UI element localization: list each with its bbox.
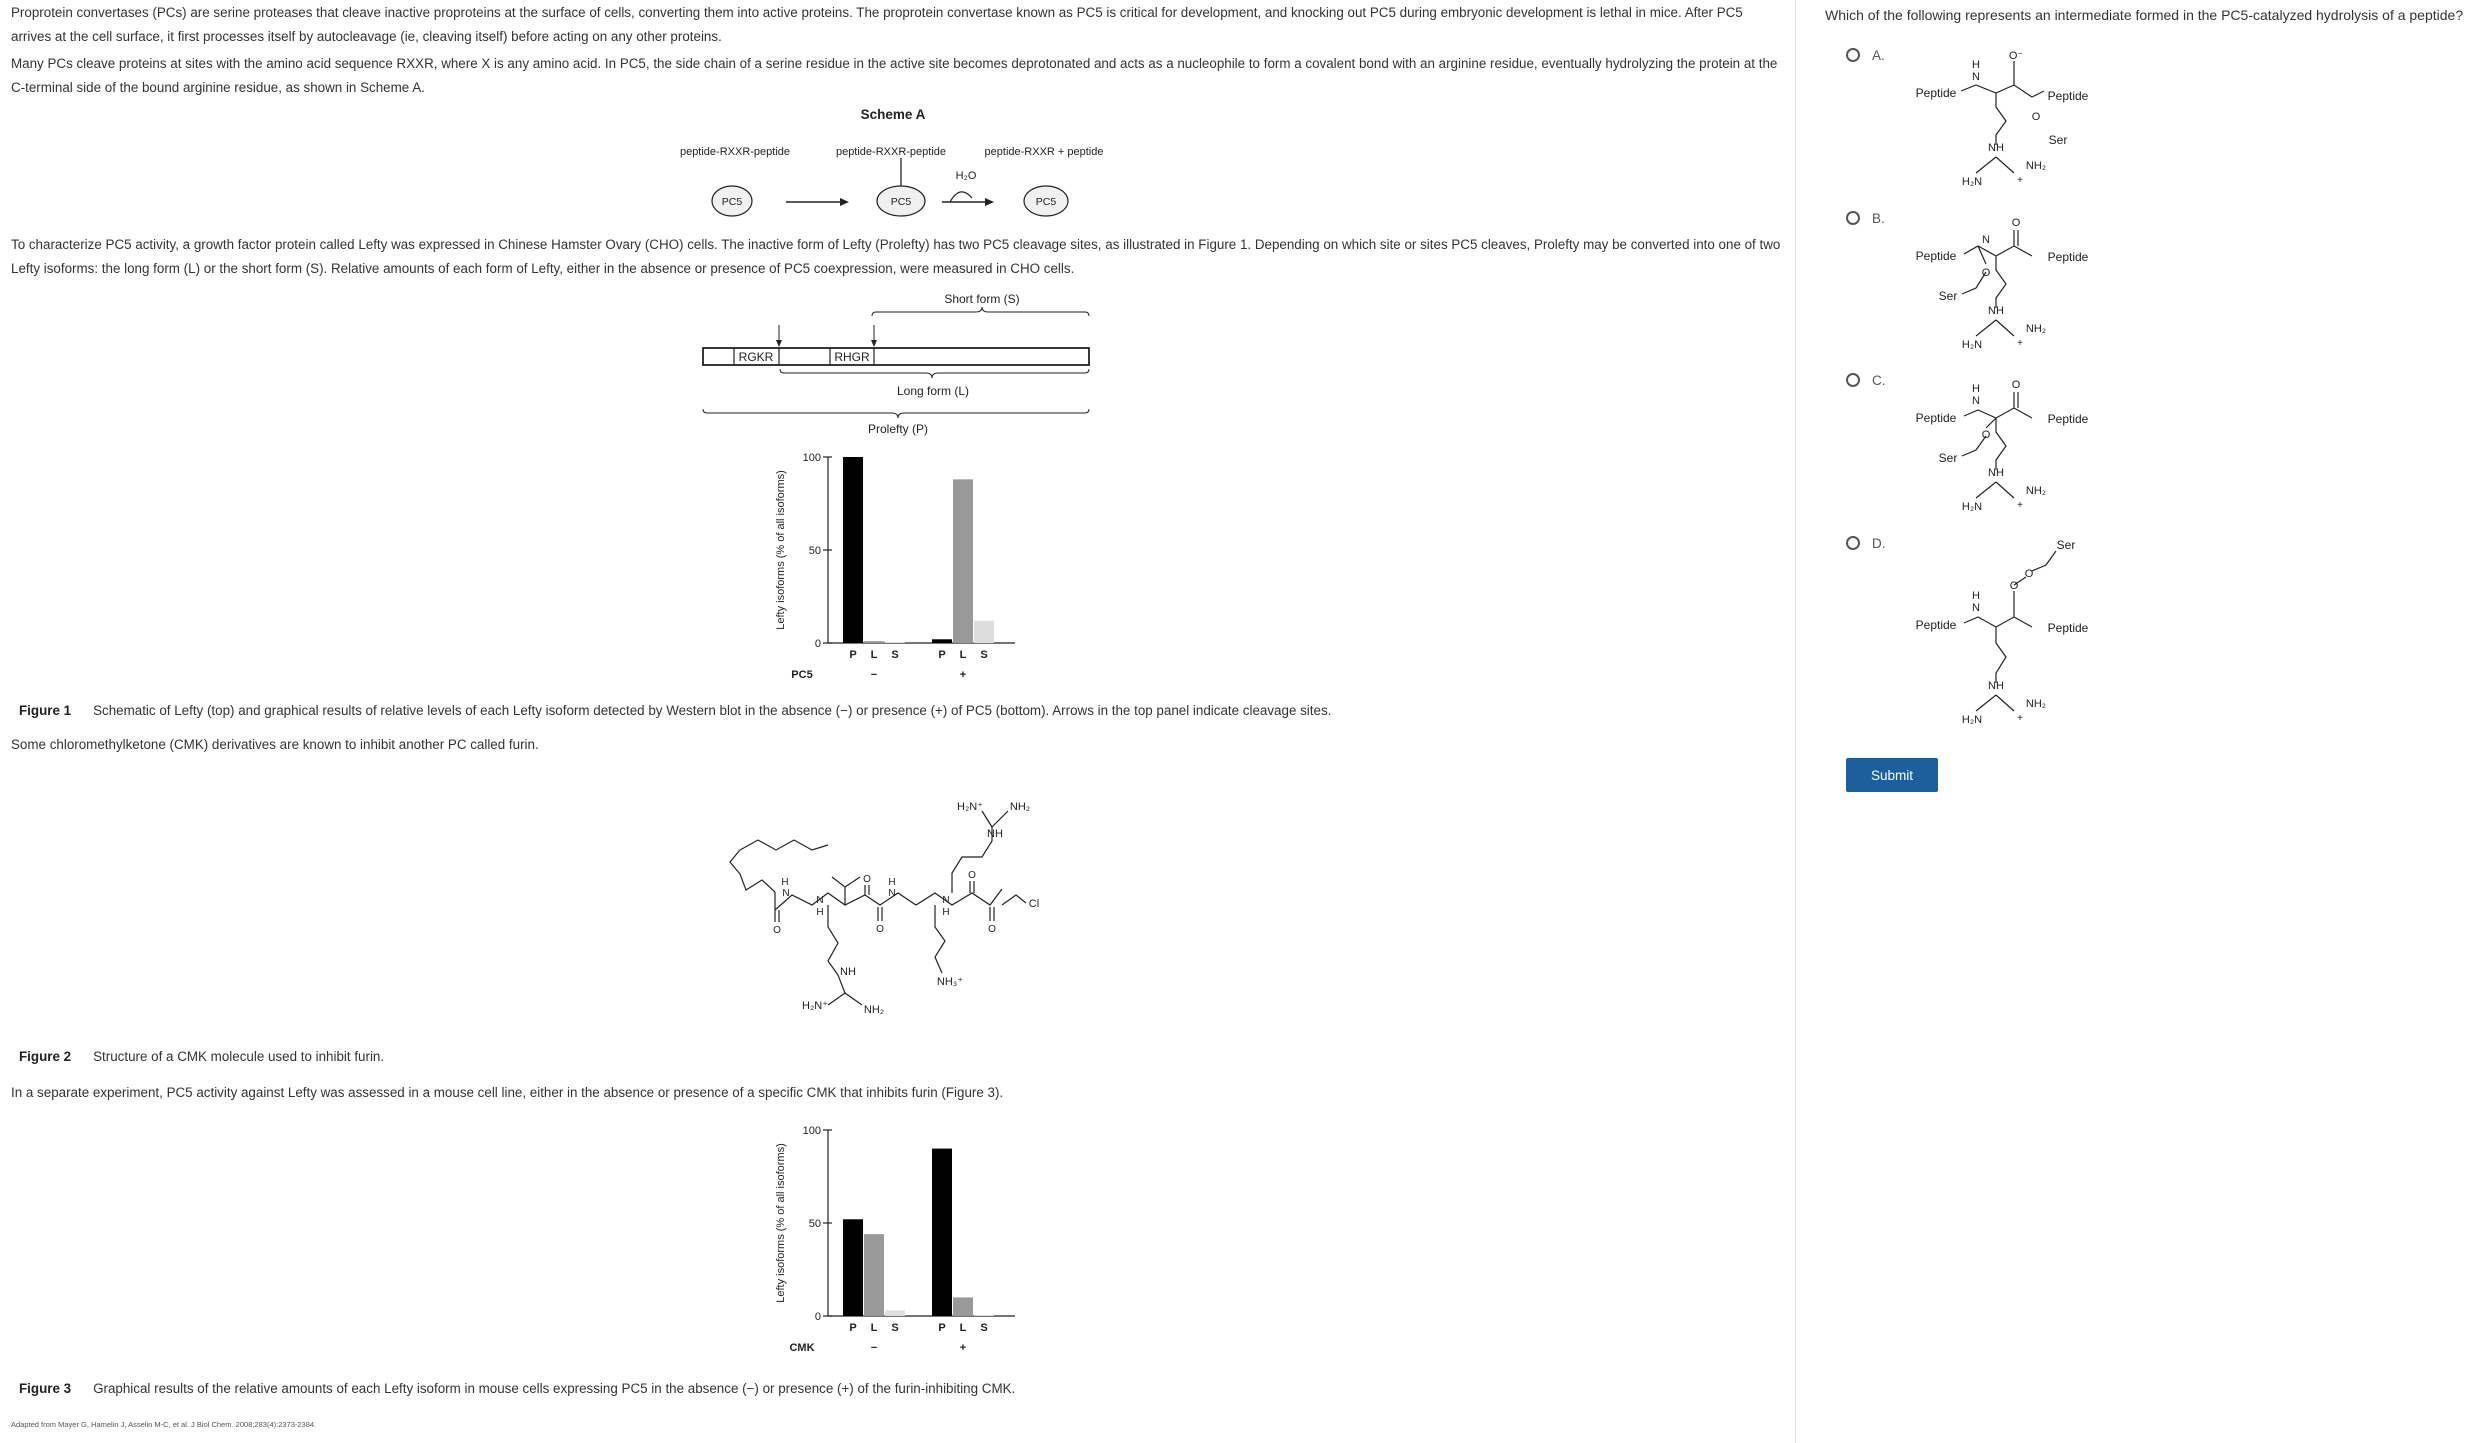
figure3-bar-chart [770, 1118, 1030, 1363]
y-tick-label: 100 [802, 1125, 821, 1137]
option-c-ser: Ser [1938, 451, 1958, 465]
answer-option-d[interactable] [1796, 533, 2476, 733]
passage-paragraph-2: Many PCs cleave proteins at sites with the amino acid sequence RXXR, where X is any amino acid. In PC5, the side chain of a serine residue in the active site becomes deprotonated and acts as a nucleophile to form a covalent bond with an arginine residue, eventually hydrolyzing the protein at the C-terminal side of the bound arginine residue, as shown in Scheme A. [11, 56, 1778, 95]
option-a-peptide-left: Peptide [1915, 86, 1957, 100]
option-c-guanidine [1976, 482, 2014, 498]
option-b-h2n: H₂N [1961, 339, 1983, 351]
y-tick-label: 100 [802, 452, 821, 464]
option-c-letter: C. [1872, 373, 1886, 388]
option-a-h: H [1972, 59, 1980, 71]
y-axis-label: Lefty isoforms (% of all isoforms) [775, 1143, 787, 1303]
option-a-plus: + [2017, 175, 2023, 186]
option-c-radio[interactable] [1846, 373, 1860, 387]
bar-l-plus [953, 479, 973, 643]
passage-paragraph-4: Some chloromethylketone (CMK) derivatives are known to inhibit another PC called furin. [11, 737, 539, 752]
cmk-structure [720, 765, 1090, 1030]
option-b-nh: NH [1988, 305, 2004, 317]
atom-nh-bottom: NH [840, 966, 856, 978]
figure3-caption [19, 1381, 1015, 1396]
x-category-label: L [870, 649, 878, 661]
option-c-o-ser: O [1981, 429, 1991, 441]
atom-o-2: O [863, 874, 871, 885]
pc5-enzyme-1-label: PC5 [721, 196, 743, 208]
cleavage-arrow-1-head [776, 340, 782, 347]
option-b-n: N [1982, 234, 1990, 246]
arginine-sidechain [828, 905, 862, 1005]
option-d-plus: + [2017, 713, 2023, 724]
option-b-guanidine [1976, 320, 2014, 336]
group-sign-label: + [959, 669, 967, 681]
carbonyl-1 [775, 910, 779, 922]
atom-h2n-bottom: H₂N⁺ [802, 1000, 828, 1012]
y-axis-label: Lefty isoforms (% of all isoforms) [775, 470, 787, 630]
x-category-label: L [959, 1322, 967, 1334]
passage-paragraph-3: To characterize PC5 activity, a growth factor protein called Lefty was expressed in Chinese Hamster Ovary (CHO) cells. The inactive form of Lefty (Prolefty) has two PC5 cleavage sites, as illustrated in Figure 1. Depending on which site or sites PC5 cleaves, Prolefty may be converted into one of two Lefty isoforms: the long form (L) or the short form (S). Relative amounts of each form of Lefty, either in the absence or presence of PC5 coexpression, were measured in CHO cells. [11, 237, 1781, 276]
option-d-nh2: NH₂ [2025, 698, 2047, 710]
atom-o-3: O [876, 924, 884, 935]
option-b-structure [1896, 208, 2156, 358]
option-d-letter: D. [1872, 536, 1886, 551]
long-form-label: Long form (L) [896, 384, 970, 398]
scheme-a [660, 100, 1120, 225]
valine-branch [832, 877, 860, 905]
bar-l-minus [864, 641, 884, 643]
atom-n-4: N [942, 895, 950, 906]
option-a-guanidine [1976, 157, 2014, 173]
y-tick-label: 0 [814, 1311, 821, 1323]
pc5-enzyme-3-label: PC5 [1035, 196, 1057, 208]
option-b-peptide-right: Peptide [2047, 250, 2089, 264]
atom-nh3-plus: NH₃⁺ [936, 976, 964, 988]
atom-n-1: N [782, 888, 790, 899]
group-axis-label: PC5 [791, 669, 813, 681]
atom-h-4: H [942, 907, 950, 918]
x-category-label: P [938, 649, 946, 661]
pc5-enzyme-2-label: PC5 [890, 196, 912, 208]
reaction-arrow-2-head [985, 198, 994, 206]
cleavage-site-rhgr: RHGR [834, 350, 870, 364]
atom-cl: Cl [1028, 898, 1040, 910]
bar-p-minus [843, 457, 863, 643]
bar-s-minus [885, 642, 905, 643]
option-d-guanidine [1976, 695, 2014, 711]
submit-button[interactable]: Submit [1846, 758, 1938, 792]
passage-paragraph-1: Proprotein convertases (PCs) are serine proteases that cleave inactive proproteins at the surface of cells, converting them into active proteins. The proprotein convertase known as PC5 is critical for development, and knocking out PC5 during embryonic development is lethal in mice. After PC5 arrives at the cell surface, it first processes itself by autocleavage (ie, cleaving itself) before acting on any other proteins. [11, 5, 1743, 44]
figure1-caption-text: Schematic of Lefty (top) and graphical results of relative levels of each Lefty isoform detected by Western blot in the absence (−) or presence (+) of PC5 (bottom). Arrows in the top panel indicate cleavage sites. [93, 703, 1332, 718]
figure1-caption-label: Figure 1 [19, 703, 72, 718]
option-b-ser: Ser [1938, 289, 1958, 303]
carbonyl-3 [878, 907, 882, 921]
option-b-nh2: NH₂ [2025, 323, 2047, 335]
water-curved-arrow [950, 192, 972, 202]
option-d-o: O [2009, 580, 2019, 592]
x-category-label: L [959, 649, 967, 661]
option-a-nh: NH [1988, 142, 2004, 154]
figure3-caption-label: Figure 3 [19, 1381, 72, 1396]
bar-l-minus [864, 1234, 884, 1316]
chloromethyl [1002, 895, 1026, 905]
short-form-bracket [872, 307, 1089, 316]
atom-nh-top: NH [987, 828, 1003, 840]
figure1-caption [19, 703, 1331, 718]
short-form-label: Short form (S) [944, 292, 1020, 306]
option-a-n: N [1972, 71, 1980, 83]
carbonyl-5 [990, 907, 994, 921]
option-a-nh2: NH₂ [2025, 160, 2047, 172]
option-d-peptide-right: Peptide [2047, 621, 2089, 635]
x-category-label: L [870, 1322, 878, 1334]
option-b-letter: B. [1872, 211, 1885, 226]
cleavage-site-rgkr: RGKR [738, 350, 774, 364]
option-a-ser: Ser [2048, 133, 2068, 147]
answer-option-b[interactable] [1796, 208, 2476, 358]
option-a-letter: A. [1872, 48, 1885, 63]
option-a-radio[interactable] [1846, 48, 1860, 62]
bar-s-plus [974, 1315, 994, 1316]
scheme-a-label-products: peptide-RXXR + peptide [984, 146, 1104, 158]
answer-option-a[interactable] [1796, 45, 2476, 195]
scheme-a-label-substrate: peptide-RXXR-peptide [679, 146, 791, 158]
prolefty-schematic [700, 285, 1100, 445]
option-d-peptide-left: Peptide [1915, 618, 1957, 632]
option-d-h2n: H₂N [1961, 714, 1983, 726]
option-c-o-top: O [2011, 379, 2021, 391]
atom-nh2-top: NH₂ [1009, 801, 1031, 813]
cleavage-arrow-2-head [871, 340, 877, 347]
x-category-label: S [891, 649, 899, 661]
option-a-structure [1896, 45, 2156, 195]
atom-o-5: O [988, 924, 996, 935]
answer-option-c[interactable] [1796, 370, 2476, 520]
carbonyl-2 [865, 885, 869, 895]
option-b-bonds [1964, 230, 2032, 308]
option-c-n: N [1972, 395, 1980, 407]
fatty-chain-upper [740, 840, 828, 850]
figure2-caption [19, 1049, 384, 1064]
option-a-o-minus: O⁻ [2008, 50, 2024, 62]
scheme-a-title: Scheme A [860, 107, 926, 122]
bar-p-plus [932, 1149, 952, 1316]
bar-s-plus [974, 621, 994, 643]
figure2-caption-label: Figure 2 [19, 1049, 72, 1064]
figure3-caption-text: Graphical results of the relative amounts of each Lefty isoform in mouse cells expressing PC5 in the absence (−) or presence (+) of the furin-inhibiting CMK. [93, 1381, 1016, 1396]
atom-h2n-plus: H₂N⁺ [957, 801, 983, 813]
option-a-o: O [2031, 111, 2041, 123]
bar-s-minus [885, 1310, 905, 1316]
x-category-label: P [849, 1322, 857, 1334]
option-d-nh: NH [1988, 680, 2004, 692]
atom-n-3: N [888, 888, 896, 899]
option-b-o-ser: O [1981, 267, 1991, 279]
option-b-radio[interactable] [1846, 211, 1860, 225]
atom-n-2: N [816, 895, 824, 906]
option-b-peptide-left: Peptide [1915, 249, 1957, 263]
bar-p-plus [932, 639, 952, 643]
x-category-label: S [980, 1322, 988, 1334]
figure2-caption-text: Structure of a CMK molecule used to inhibit furin. [93, 1049, 385, 1064]
atom-h-2: H [816, 907, 824, 918]
prolefty-label: Prolefty (P) [867, 422, 929, 436]
x-category-label: S [891, 1322, 899, 1334]
group-axis-label: CMK [789, 1342, 815, 1354]
option-b-o-top: O [2011, 217, 2021, 229]
atom-nh2-bottom: NH₂ [863, 1004, 885, 1016]
atom-o-1: O [773, 925, 781, 936]
option-d-n: N [1972, 602, 1980, 614]
option-c-peptide-right: Peptide [2047, 412, 2089, 426]
option-d-radio[interactable] [1846, 536, 1860, 550]
atom-h-1: H [781, 877, 789, 888]
option-d-h: H [1972, 590, 1980, 602]
option-c-nh2: NH₂ [2025, 485, 2047, 497]
option-c-plus: + [2017, 500, 2023, 511]
option-c-structure [1896, 370, 2156, 520]
scheme-a-label-complex: peptide-RXXR-peptide [835, 146, 947, 158]
atom-h-3: H [888, 877, 896, 888]
option-b-plus: + [2017, 338, 2023, 349]
water-label: H₂O [955, 170, 977, 182]
x-category-label: P [938, 1322, 946, 1334]
reaction-arrow-1-head [840, 198, 849, 206]
y-tick-label: 0 [814, 638, 821, 650]
figure1-bar-chart [770, 445, 1030, 690]
prolefty-bracket [703, 409, 1089, 418]
option-d-o-ester: O [2024, 568, 2034, 580]
question-text: Which of the following represents an intermediate formed in the PC5-catalyzed hydrolysis of a peptide? [1825, 7, 2464, 23]
fatty-chain [730, 850, 775, 892]
atom-o-4: O [968, 870, 976, 881]
question-panel [1796, 0, 2488, 1443]
carbonyl-4 [970, 881, 974, 893]
arginine-sidechain-2 [952, 811, 1008, 893]
group-sign-label: + [959, 1342, 967, 1354]
option-c-h: H [1972, 383, 1980, 395]
option-a-peptide-right: Peptide [2047, 89, 2089, 103]
group-sign-label: − [870, 1342, 878, 1354]
option-d-ser-link [2032, 551, 2056, 571]
y-tick-label: 50 [808, 1218, 821, 1230]
option-d-ser: Ser [2056, 538, 2076, 552]
bar-p-minus [843, 1219, 863, 1316]
long-form-bracket [780, 369, 1089, 378]
option-c-nh: NH [1988, 467, 2004, 479]
x-category-label: P [849, 649, 857, 661]
option-c-peptide-left: Peptide [1915, 411, 1957, 425]
option-d-structure [1896, 533, 2156, 733]
x-category-label: S [980, 649, 988, 661]
option-c-h2n: H₂N [1961, 501, 1983, 513]
bar-l-plus [953, 1297, 973, 1316]
group-sign-label: − [870, 669, 878, 681]
y-tick-label: 50 [808, 545, 821, 557]
option-a-h2n: H₂N [1961, 176, 1983, 188]
passage-paragraph-5: In a separate experiment, PC5 activity against Lefty was assessed in a mouse cell line, either in the absence or presence of a specific CMK that inhibits furin (Figure 3). [11, 1085, 1004, 1100]
source-citation: Adapted from Mayer G, Hamelin J, Asselin M-C, et al. J Biol Chem. 2008;283(4):2373-2384. [11, 1420, 317, 1429]
